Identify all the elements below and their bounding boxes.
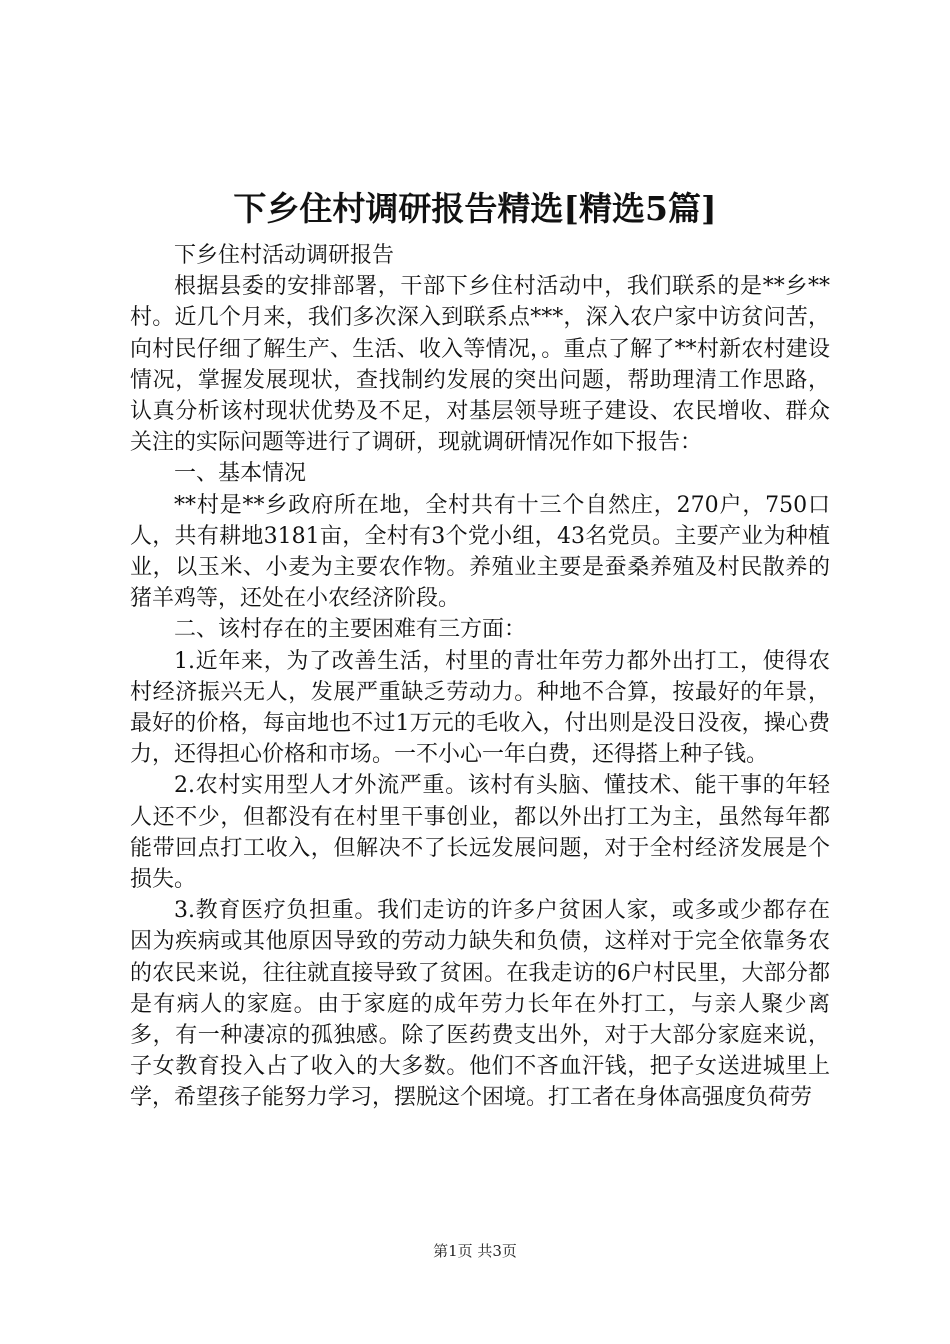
paragraph-difficulty-2: 2.农村实用型人才外流严重。该村有头脑、懂技术、能干事的年轻人还不少，但都没有在村里干事创业，都以外出打工为主，虽然每年都能带回点打工收入，但解决不了长远发展问题，对于全村经济发展是个损失。 [130,773,830,893]
paragraph-intro: 根据县委的安排部署，干部下乡住村活动中，我们联系的是**乡**村。近几个月来，我们多次深入到联系点***，深入农户家中访贫问苦，向村民仔细了解生产、生活、收入等情况，。重点了解了**村新农村建设情况，掌握发展现状，查找制约发展的突出问题，帮助理清工作思路，认真分析该村现状优势及不足，对基层领导班子建设、农民增收、群众关注的实际问题等进行了调研，现就调研情况作如下报告： [130,274,830,456]
page-footer: 第1页 共3页 [433,1242,517,1260]
paragraph-difficulty-3: 3.教育医疗负担重。我们走访的许多户贫困人家，或多或少都存在因为疾病或其他原因导致的劳动力缺失和负债，这样对于完全依靠务农的农民来说，往往就直接导致了贫困。在我走访的6户村民里，大部分都是有病人的家庭。由于家庭的成年劳力长年在外打工，与亲人聚少离多，有一种凄凉的孤独感。除了医药费支出外，对于大部分家庭来说，子女教育投入占了收入的大多数。他们不吝血汗钱，把子女送进城里上学，希望孩子能努力学习，摆脱这个困境。打工者在身体高强度负荷劳 [130,898,830,1111]
paragraph-basic-info: **村是**乡政府所在地，全村共有十三个自然庄，270户，750口人，共有耕地3181亩，全村有3个党小组，43名党员。主要产业为种植业，以玉米、小麦为主要农作物。养殖业主要是蚕桑养殖及村民散养的猪羊鸡等，还处在小农经济阶段。 [130,492,830,612]
paragraph-difficulty-1: 1.近年来，为了改善生活，村里的青壮年劳力都外出打工，使得农村经济振兴无人，发展严重缺乏劳动力。种地不合算，按最好的年景，最好的价格，每亩地也不过1万元的毛收入，付出则是没日没夜，操心费力，还得担心价格和市场。一不小心一年白费，还得搭上种子钱。 [130,648,830,768]
paragraph-report-heading: 下乡住村活动调研报告 [174,243,395,268]
document-title: 下乡住村调研报告精选[精选5篇] [233,189,717,228]
document-body [130,240,830,1114]
section-heading-difficulties: 二、该村存在的主要困难有三方面： [174,617,527,643]
section-heading-basic: 一、基本情况 [174,461,307,487]
